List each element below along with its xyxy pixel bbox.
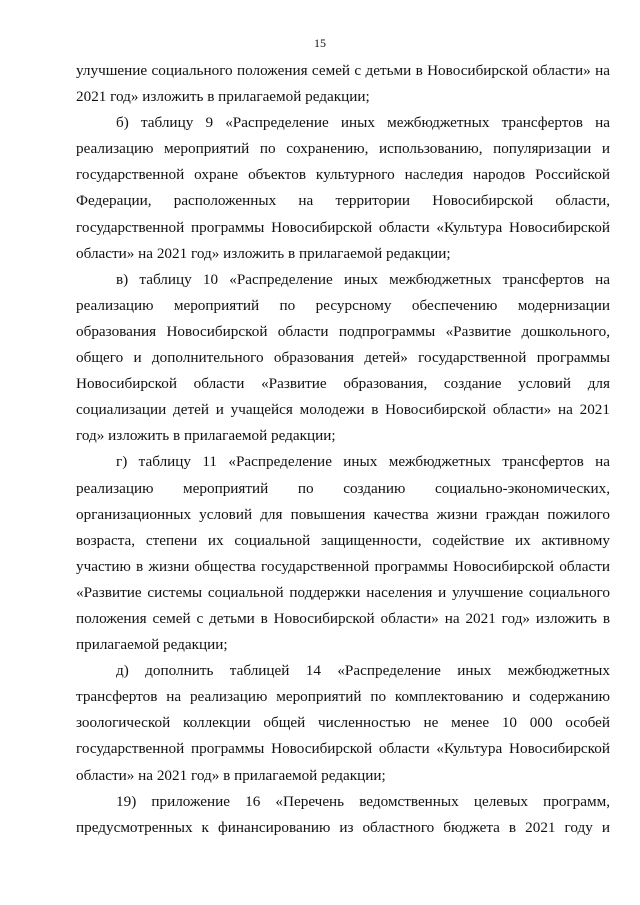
- paragraph-continuation: улучшение социального положения семей с детьми в Новосибирской области» на 2021 год» изложить в прилагаемой редакции;: [76, 62, 610, 106]
- document-body: [76, 58, 610, 841]
- paragraph-item-v: в) таблицу 10 «Распределение иных межбюджетных трансфертов на реализацию мероприятий по ресурсному обеспечению модернизации образования Новосибирской области подпрограммы «Развитие дошкольного, общего и дополнительного образования детей» государственной программы Новосибирской области «Развитие образования, создание условий для социализации детей и учащейся молодежи в Новосибирской области» на 2021 год» изложить в прилагаемой редакции;: [76, 270, 610, 445]
- paragraph-item-d: д) дополнить таблицей 14 «Распределение иных межбюджетных трансфертов на реализацию мероприятий по комплектованию и содержанию зоологической коллекции общей численностью не менее 10 000 особей государственной программы Новосибирской области «Культура Новосибирской области» на 2021 год» в прилагаемой редакции;: [76, 662, 610, 784]
- paragraph-item-19: 19) приложение 16 «Перечень ведомственных целевых программ, предусмотренных к финансированию из областного бюджета в 2021 году и: [76, 792, 610, 836]
- paragraph-item-b: б) таблицу 9 «Распределение иных межбюджетных трансфертов на реализацию мероприятий по сохранению, использованию, популяризации и государственной охране объектов культурного наследия народов Российской Федерации, расположенных на территории Новосибирской области, государственной программы Новосибирской области «Культура Новосибирской области» на 2021 год» изложить в прилагаемой редакции;: [76, 114, 610, 262]
- paragraph-item-g: г) таблицу 11 «Распределение иных межбюджетных трансфертов на реализацию мероприятий по созданию социально-экономических, организационных условий для повышения качества жизни граждан пожилого возраста, степени их социальной защищенности, содействие их активному участию в жизни общества государственной программы Новосибирской области «Развитие системы социальной поддержки населения и улучшение социального положения семей с детьми в Новосибирской области» на 2021 год» изложить в прилагаемой редакции;: [76, 453, 610, 654]
- page-number: 15: [314, 36, 326, 50]
